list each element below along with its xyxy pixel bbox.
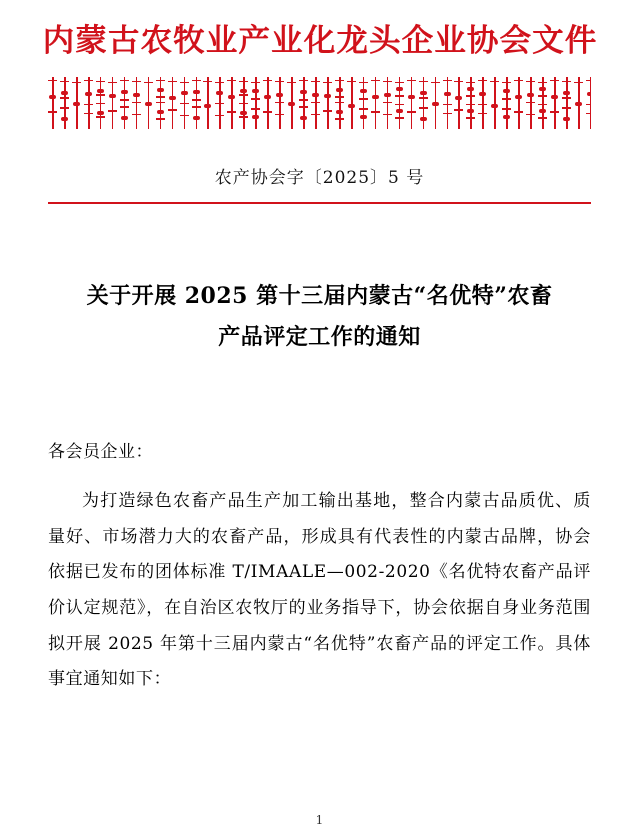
- mongolian-glyph-column: [371, 75, 376, 131]
- mongolian-glyph-column: [215, 75, 220, 131]
- mongolian-glyph-column: [72, 75, 77, 131]
- mongolian-glyph-column: [443, 75, 448, 131]
- mongolian-glyph-column: [419, 75, 424, 131]
- mongolian-glyph-column: [96, 75, 101, 131]
- mongolian-glyph-column: [311, 75, 316, 131]
- mongolian-glyph-column: [395, 75, 400, 131]
- page-title-line2: 产品评定工作的通知: [218, 323, 421, 350]
- mongolian-glyph-column: [562, 75, 567, 131]
- mongolian-glyph-column: [192, 75, 197, 131]
- mongolian-glyph-column: [180, 75, 185, 131]
- mongolian-glyph-column: [383, 75, 388, 131]
- mongolian-glyph-column: [239, 75, 244, 131]
- mongolian-glyph-column: [227, 75, 232, 131]
- mongolian-glyph-column: [407, 75, 412, 131]
- mongolian-glyph-column: [48, 75, 53, 131]
- mongolian-glyph-column: [574, 75, 579, 131]
- mongolian-script-band: [48, 75, 591, 137]
- mongolian-glyph-column: [514, 75, 519, 131]
- mongolian-glyph-column: [431, 75, 436, 131]
- organization-title: 内蒙古农牧业产业化龙头企业协会文件: [42, 23, 598, 59]
- red-divider-rule: [48, 202, 591, 205]
- mongolian-glyph-column: [586, 75, 591, 131]
- mongolian-glyph-column: [168, 75, 173, 131]
- mongolian-glyph-column: [359, 75, 364, 131]
- mongolian-glyph-column: [203, 75, 208, 131]
- body-paragraph-1: 为打造绿色农畜产品生产加工输出基地，整合内蒙古品质优、质量好、市场潜力大的农畜产品，形成具有代表性的内蒙古品牌，协会依据已发布的团体标准 T/IMAALE—002-2020《名优特农畜产品评价认定规范》，在自治区农牧厅的业务指导下，协会依据自身业务范围拟开展 2025 年第十三届内蒙古“名优特”农畜产品的评定工作。具体事宜通知如下：: [48, 490, 591, 690]
- mongolian-glyph-column: [144, 75, 149, 131]
- mongolian-glyph-column: [156, 75, 161, 131]
- mongolian-glyph-column: [287, 75, 292, 131]
- mongolian-glyph-column: [132, 75, 137, 131]
- mongolian-glyph-column: [526, 75, 531, 131]
- mongolian-glyph-column: [299, 75, 304, 131]
- page-number: 1: [315, 813, 324, 827]
- mongolian-glyph-column: [466, 75, 471, 131]
- mongolian-glyph-column: [478, 75, 483, 131]
- mongolian-glyph-column: [538, 75, 543, 131]
- page-title-line1: 关于开展 2025 第十三届内蒙古“名优特”农畜: [86, 283, 553, 310]
- mongolian-glyph-column: [454, 75, 459, 131]
- mongolian-glyph-column: [108, 75, 113, 131]
- letterhead: [42, 0, 598, 61]
- mongolian-glyph-column: [275, 75, 280, 131]
- mongolian-glyph-column: [120, 75, 125, 131]
- mongolian-glyph-column: [335, 75, 340, 131]
- document-number: 农产协会字〔2025〕5 号: [214, 167, 425, 188]
- mongolian-glyph-column: [550, 75, 555, 131]
- mongolian-glyph-column: [60, 75, 65, 131]
- mongolian-glyph-column: [490, 75, 495, 131]
- mongolian-glyph-column: [323, 75, 328, 131]
- mongolian-glyph-column: [347, 75, 352, 131]
- mongolian-glyph-column: [502, 75, 507, 131]
- mongolian-glyph-column: [263, 75, 268, 131]
- page-title: [48, 276, 591, 357]
- mongolian-glyph-column: [251, 75, 256, 131]
- mongolian-glyph-column: [84, 75, 89, 131]
- salutation: 各会员企业：: [48, 441, 153, 462]
